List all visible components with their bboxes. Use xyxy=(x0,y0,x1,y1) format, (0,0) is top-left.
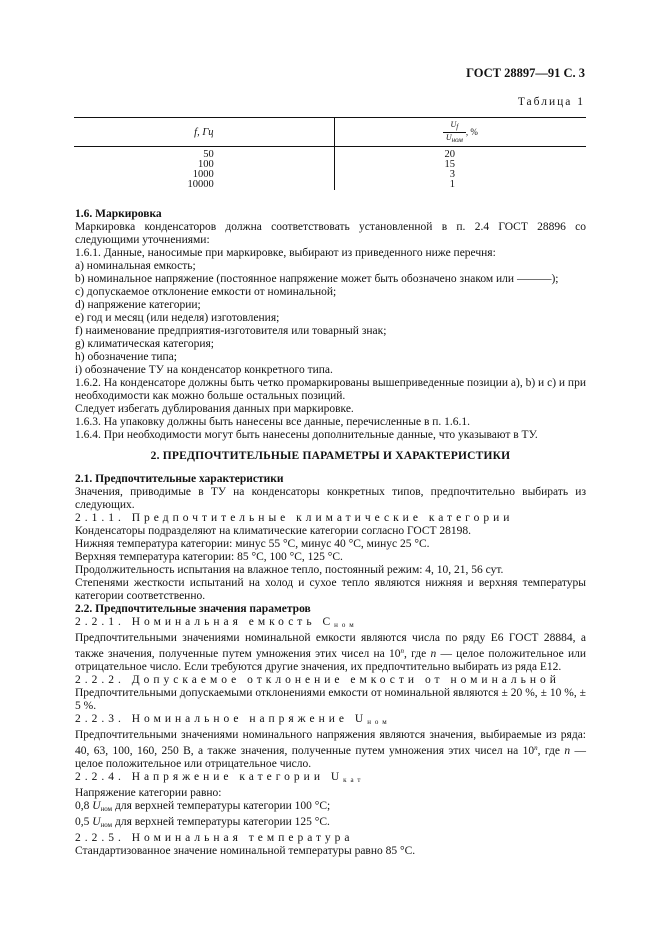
list-item: i) обозначение ТУ на конденсатор конкретного типа. xyxy=(75,364,333,376)
list-item: d) напряжение категории; xyxy=(75,299,201,311)
paragraph: 0,5 $U_{ном}$ для верхней температуры категории 125 °С. xyxy=(75,816,330,829)
paragraph: Предпочтительными допускаемыми отклонениями емкости от номинальной являются ± 20 %, ± 10 %, ± 5 %. xyxy=(75,687,586,712)
paragraph: Конденсаторы подразделяют на климатические категории согласно ГОСТ 28198. xyxy=(75,525,472,537)
section-2-2-5-title: 2.2.5. Номинальная температура xyxy=(75,832,354,844)
list-item: f) наименование предприятия-изготовителя или товарный знак; xyxy=(75,325,387,337)
section-2-2-1-title: 2.2.1. Номинальная емкость $C_{ном}$ xyxy=(75,616,358,629)
table-row: 1000 3 xyxy=(74,170,586,180)
section-2-1-1-title: 2.1.1. Предпочтительные климатические категории xyxy=(75,512,514,524)
paragraph: Верхняя температура категории: 85 °С, 100 °С, 125 °С. xyxy=(75,551,343,563)
table-row: 10000 1 xyxy=(74,180,586,190)
col-header-frequency: f, Гц xyxy=(74,118,334,147)
paragraph: 1.6.3. На упаковку должны быть нанесены все данные, перечисленные в п. 1.6.1. xyxy=(75,416,471,428)
list-item: h) обозначение типа; xyxy=(75,351,177,363)
paragraph: 1.6.2. На конденсаторе должны быть четко промаркированы вышеприведенные позиции a), b) и c) и при необходимости как можно больше остальных позиций. xyxy=(75,377,586,402)
list-item: c) допускаемое отклонение емкости от номинальной; xyxy=(75,286,337,298)
ratio-fraction: $\frac{Uf}{\text{Uном}}$ xyxy=(443,120,466,145)
paragraph: 1.6.1. Данные, наносимые при маркировке, выбирают из приведенного ниже перечня: xyxy=(75,247,496,259)
section-2-1-title: 2.1. Предпочтительные характеристики xyxy=(75,473,284,485)
page-header: ГОСТ 28897—91 С. 3 xyxy=(466,66,585,80)
table-caption: Таблица 1 xyxy=(517,96,585,108)
list-item: b) номинальное напряжение (постоянное напряжение может быть обозначено знаком или ———); xyxy=(75,273,559,285)
paragraph: 0,8 $U_{ном}$ для верхней температуры категории 100 °С; xyxy=(75,800,331,813)
section-2-2-title: 2.2. Предпочтительные значения параметров xyxy=(75,603,311,615)
table-row: 50 20 xyxy=(74,147,586,161)
table-row: 100 15 xyxy=(74,160,586,170)
section-2-2-3-title: 2.2.3. Номинальное напряжение $U_{ном}$ xyxy=(75,713,391,726)
col-header-ratio: $\frac{Uf}{\text{Uном}}$ , % xyxy=(334,118,586,147)
paragraph: Степенями жесткости испытаний на холод и сухое тепло являются нижняя и верхняя температуры категории соответственно. xyxy=(75,577,586,602)
paragraph: 1.6.4. При необходимости могут быть нанесены дополнительные данные, что указывают в ТУ. xyxy=(75,429,538,441)
document-body xyxy=(75,208,586,858)
paragraph: Следует избегать дублирования данных при маркировке. xyxy=(75,403,354,415)
section-2-title: 2. ПРЕДПОЧТИТЕЛЬНЫЕ ПАРАМЕТРЫ И ХАРАКТЕРИСТИКИ xyxy=(150,450,511,462)
paragraph: Продолжительность испытания на влажное тепло, постоянный режим: 4, 10, 21, 56 сут. xyxy=(75,564,504,576)
section-1-6-title: 1.6. Маркировка xyxy=(75,208,162,220)
paragraph: Предпочтительными значениями номинального напряжения являются значения, выбираемые из ряда: 40, 63, 100, 160, 250 В, а также значения, полученные путем умножения этих чисел на 10$^n$, где n — целое положительное или отрицательное число. xyxy=(75,729,586,770)
paragraph: Напряжение категории равно: xyxy=(75,787,222,799)
paragraph: Маркировка конденсаторов должна соответствовать установленной в п. 2.4 ГОСТ 28896 со следующими уточнениями: xyxy=(75,221,586,246)
paragraph: Значения, приводимые в ТУ на конденсаторы конкретных типов, предпочтительно выбирать из следующих. xyxy=(75,486,586,511)
table-1 xyxy=(74,117,586,190)
section-2-2-4-title: 2.2.4. Напряжение категории $U_{кат}$ xyxy=(75,771,365,784)
list-item: e) год и месяц (или неделя) изготовления; xyxy=(75,312,280,324)
paragraph: Нижняя температура категории: минус 55 °С, минус 40 °С, минус 25 °С. xyxy=(75,538,430,550)
paragraph: Стандартизованное значение номинальной температуры равно 85 °С. xyxy=(75,845,416,857)
list-item: a) номинальная емкость; xyxy=(75,260,196,272)
paragraph: Предпочтительными значениями номинальной емкости являются числа по ряду Е6 ГОСТ 28884, а также значения, полученные путем умножения этих чисел на 10$^n$, где n — целое положительное или отрицательное число. Если требуются другие значения, их предпочтительно выбирать из ряда Е12. xyxy=(75,632,586,673)
section-2-2-2-title: 2.2.2. Допускаемое отклонение емкости от номинальной xyxy=(75,674,560,686)
list-item: g) климатическая категория; xyxy=(75,338,214,350)
